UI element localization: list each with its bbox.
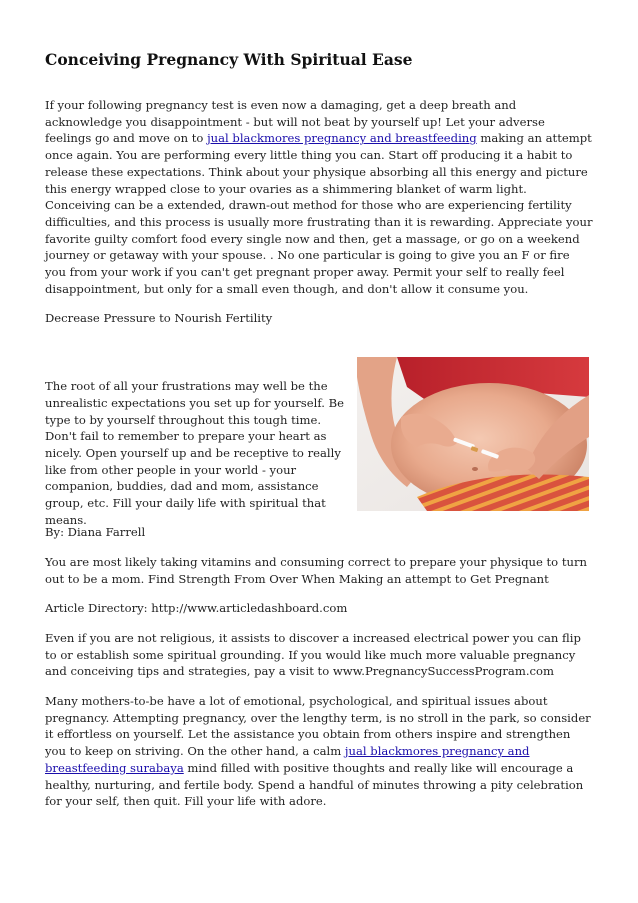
article-title: Conceiving Pregnancy With Spiritual Ease (45, 50, 413, 69)
intro-text-before: If your following pregnancy test is even now a damaging, get a deep breath and acknowledge you disappointment - but will not beat by yourself up! Let your adverse feelings go and move on to (45, 98, 545, 146)
section-subheading: Decrease Pressure to Nourish Fertility (45, 311, 273, 326)
closing-text-before: Many mothers-to-be have a lot of emotional, psychological, and spiritual issues about pregnancy. Attempting pregnancy, over the lengthy term, is no stroll in the park, so consider it effortless on yourself. Let the assistance you obtain from others inspire and strengthen you to keep on striving. On the other hand, a calm (45, 694, 591, 759)
article (45, 50, 593, 823)
spiritual-grounding-paragraph: Even if you are not religious, it assists to discover a increased electrical power you can flip to or establish some spiritual grounding. If you would like much more valuable pregnancy and conceiving tips and strategies, pay a visit to www.PregnancySuccessProgram.com (45, 630, 581, 679)
image-text-block (45, 357, 593, 527)
vitamins-paragraph: You are most likely taking vitamins and consuming correct to prepare your physique to turn out to be a mom. Find Strength From Over When Making an attempt to Get Pregnant (45, 554, 587, 586)
closing-text-after: mind filled with positive thoughts and really like will encourage a healthy, nurturing, and fertile body. Spend a handful of minutes throwing a pity celebration for your self, then quit. Fill your life with adore. (45, 760, 584, 809)
pregnant-woman-photo (357, 357, 589, 511)
closing-paragraph (45, 693, 593, 810)
intro-paragraph (45, 97, 593, 297)
frustrations-paragraph: The root of all your frustrations may well be the unrealistic expectations you set up for yourself. Be type to by yourself throughout this tough time. Don't fail to remember to prepare your heart as nicely. Open yourself up and be receptive to really like from other people in your world - your companion, buddies, dad and mom, assistance group, etc. Fill your daily life with spiritual that means. (45, 379, 344, 527)
intro-text-after: making an attempt once again. You are performing every little thing you can. Start off producing it a habit to release these expectations. Think about your physique absorbing all this energy and picture this energy wrapped close to your ovaries as a shimmering blanket of warm light. Conceiving can be a extended, drawn-out method for those who are experiencing fertility difficulties, and this process is usually more frustrating than it is rewarding. Appreciate your favorite guilty comfort food every single now and then, get a massage, or go on a weekend journey or getaway with your spouse. . No one particular is going to give you an F or fire you from your work if you can't get pregnant proper away. Permit your self to really feel disappointment, but only for a small even though, and don't allow it consume you. (45, 131, 593, 296)
blackmores-surabaya-link[interactable]: jual blackmores pregnancy and breastfeeding surabaya (45, 744, 530, 775)
blackmores-link[interactable]: jual blackmores pregnancy and breastfeeding (207, 131, 477, 146)
byline: By: Diana Farrell (45, 525, 146, 540)
article-directory: Article Directory: http://www.articledashboard.com (45, 601, 348, 616)
